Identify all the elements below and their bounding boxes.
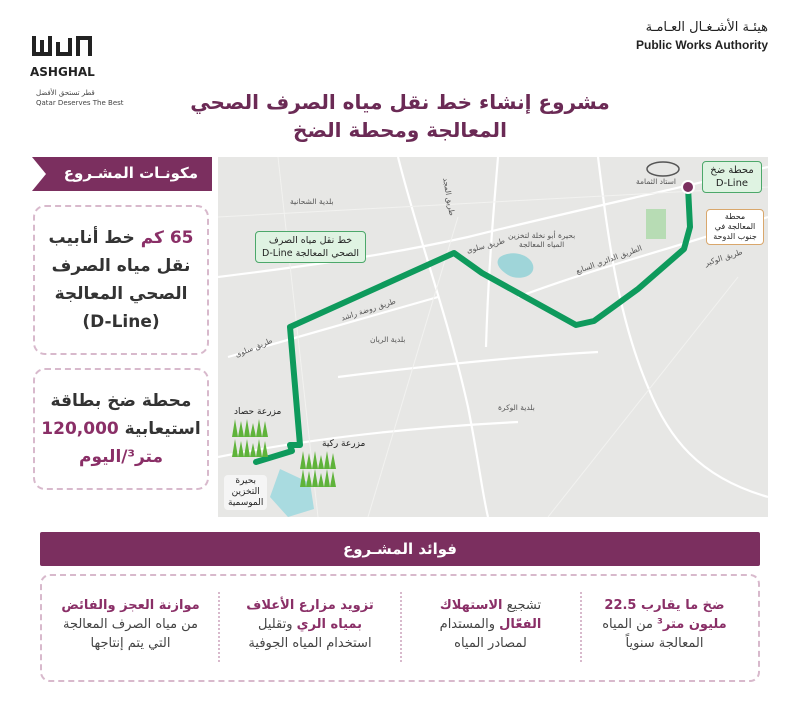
pump-callout-line1: محطة ضخ: [710, 165, 754, 176]
label-salwa-west: طريق سلوى: [233, 335, 274, 360]
ashghal-logo-icon: [30, 32, 96, 84]
pipeline-card-line1: [35, 224, 207, 252]
pump-station-callout: [702, 161, 762, 193]
pipeline-length: 65 كم: [140, 228, 194, 248]
benefit-divider-3: [218, 592, 220, 662]
project-map: [218, 157, 768, 517]
benefit4-plain2: التي يتم إنتاجها: [90, 636, 171, 651]
ashghal-logo: [30, 32, 96, 84]
page-title-line1: مشروع إنشاء خط نقل مياه الصرف الصحي: [190, 90, 610, 114]
label-abu-nakhla-lake: [508, 231, 575, 249]
pipeline-route: [256, 187, 690, 462]
pipeline-card-text1: خط أنابيب: [48, 228, 135, 248]
label-stadium: استاد الثمامة: [636, 177, 676, 186]
treatment-plant-callout: محطة المعالجة في جنوب الدوحة: [706, 209, 764, 245]
label-rayyan: بلدية الريان: [370, 335, 406, 344]
benefit-divider-2: [400, 592, 402, 662]
logo-tagline-ar: قطر تستحق الأفضل: [36, 89, 95, 97]
farm-hasad-label: مزرعة حصاد: [234, 407, 282, 417]
benefit3-bold2: بمياه الري: [296, 617, 362, 632]
benefit-divider-1: [580, 592, 582, 662]
authority-name-en: Public Works Authority: [635, 38, 768, 52]
label-wakra: بلدية الوكرة: [498, 403, 535, 412]
storage-lake-line1: بحيرة: [235, 476, 257, 486]
authority-name-ar: هيئـة الأشـغـال العـامـة: [645, 20, 768, 35]
pump-station-marker: [682, 181, 694, 193]
benefit3-plain1: وتقليل: [257, 617, 297, 632]
label-shahaniya: بلدية الشحانية: [290, 197, 334, 206]
page-title-line2: المعالجة ومحطة الضخ: [293, 118, 507, 142]
label-ring7: الطريق الدائري السابع: [574, 243, 644, 276]
pump-station-card: [33, 368, 209, 490]
storage-lake-label: [224, 475, 267, 510]
park-area: [646, 209, 666, 239]
benefit4-bold1: موازنة العجز والفائض: [61, 598, 200, 613]
benefit1-bold1: ضخ ما يقارب 22.5: [604, 598, 725, 613]
benefit3-plain2: استخدام المياه الجوفية: [248, 636, 372, 651]
stadium-icon: [647, 162, 679, 176]
benefit2-plain1: تشجيع: [502, 598, 542, 613]
pipeline-callout-line2: الصحي المعالجة D-Line: [262, 248, 360, 259]
farm-rakiya-label: مزرعة ركية: [322, 439, 366, 449]
pipeline-card: [33, 205, 209, 355]
pump-card-line2: [35, 415, 207, 443]
logo-tagline-en: Qatar Deserves The Best: [36, 99, 124, 107]
storage-lake-line2: التخزين: [231, 487, 260, 497]
lake-label-line1: بحيرة أبو نخلة لتخزين: [508, 231, 576, 240]
components-heading: مكونـات المشـروع: [63, 164, 198, 182]
benefit-item-2: [408, 596, 573, 653]
pipeline-card-line2: نقل مياه الصرف: [51, 256, 191, 276]
storage-lake-shape: [270, 469, 314, 517]
pump-callout-line2: D-Line: [715, 178, 749, 189]
benefit2-plain3: لمصادر المياه: [454, 636, 527, 651]
pipeline-callout: [255, 231, 366, 263]
pipeline-card-line3: الصحي المعالجة: [54, 284, 188, 304]
storage-lake-line3: الموسمية: [228, 498, 264, 508]
pump-card-text2: استيعابية: [124, 419, 201, 439]
abu-nakhla-lake-shape: [498, 253, 534, 277]
label-majd: طريق المجد: [441, 177, 457, 217]
label-rawda: طريق روضة راشد: [339, 296, 397, 323]
benefits-heading: فوائد المشـروع: [342, 540, 457, 558]
benefit1-rest1: من المياه: [602, 617, 658, 632]
label-salwa-east: طريق سلوى: [465, 236, 506, 255]
benefit2-plain2: والمستدام: [439, 617, 500, 632]
map-roads: [218, 157, 768, 517]
benefit-item-4: [48, 596, 213, 653]
logo-tagline: [36, 88, 126, 108]
map-canvas: [218, 157, 768, 517]
svg-text:ASHGHAL: ASHGHAL: [30, 65, 95, 79]
benefit1-bold2: مليون متر³: [657, 617, 727, 632]
pump-card-line1: محطة ضخ بطاقة: [50, 391, 192, 411]
benefits-banner: [40, 532, 760, 566]
benefit4-plain1: من مياه الصرف المعالجة: [62, 617, 199, 632]
benefit-item-1: [582, 596, 747, 653]
lake-label-line2: المياه المعالجة: [518, 240, 565, 249]
pump-capacity-unit: متر³/اليوم: [79, 447, 163, 467]
benefit2-bold2: الفعّال: [499, 617, 542, 632]
pipeline-callout-line1: خط نقل مياه الصرف: [268, 235, 353, 246]
page-title: [180, 88, 620, 144]
pump-capacity: 120,000: [41, 419, 119, 439]
components-banner: [32, 157, 212, 191]
benefit-item-3: [222, 596, 398, 653]
label-wukair: طريق الوكير: [703, 247, 744, 268]
benefit2-bold1: الاستهلاك: [439, 598, 503, 613]
pipeline-card-line4: (D-Line): [82, 312, 160, 332]
benefit1-rest2: المعالجة سنوياً: [625, 636, 704, 651]
benefit3-bold1: تزويد مزارع الأعلاف: [246, 598, 374, 613]
